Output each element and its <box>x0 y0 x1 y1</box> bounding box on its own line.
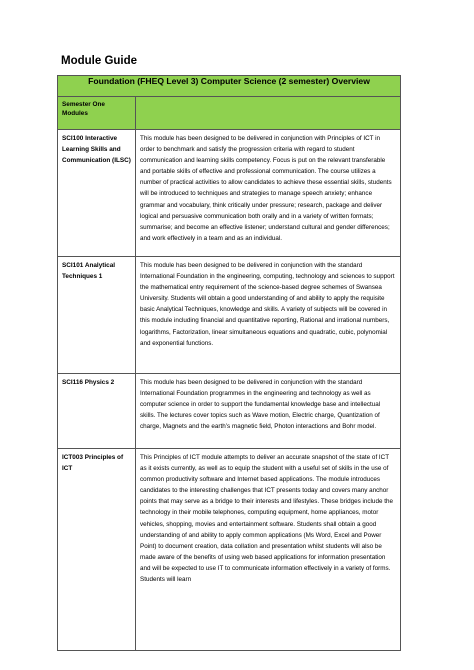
module-name: SCI100 Interactive Learning Skills and Communication (ILSC) <box>58 130 136 257</box>
table-row <box>58 449 401 651</box>
semester-label: Semester One Modules <box>58 97 136 130</box>
module-name: ICT003 Principles of ICT <box>58 449 136 651</box>
module-description: This module has been designed to be delivered in conjunction with the standard International Foundation in the engineering, computing, technology and sciences to support the mathematical entry requirement of the science-based degree schemes of Swansea University. Students will obtain a good understanding of and ability to apply the requisite basic Analytical Techniques, knowledge and skills. A variety of subjects will be covered in this module including financial and quantitative reporting, Rational and irrational numbers, logarithms, Factorization, linear simultaneous equations and quadratic, cubic, polynomial and exponential functions. <box>136 257 401 374</box>
table-row <box>58 374 401 449</box>
table-row <box>58 257 401 374</box>
module-overview-table <box>57 75 401 651</box>
module-name: SCI101 Analytical Techniques 1 <box>58 257 136 374</box>
table-header-banner: Foundation (FHEQ Level 3) Computer Science (2 semester) Overview <box>58 76 401 97</box>
module-name: SCI116 Physics 2 <box>58 374 136 449</box>
module-description: This module has been designed to be delivered in conjunction with the standard International Foundation programmes in the engineering and technology as well as computer science in order to support the fundamental knowledge base and intellectual skills. The lectures cover topics such as Wave motion, Electric charge, Quantization of charge, Magnets and the earth’s magnetic field, Photon interactions and Bohr model. <box>136 374 401 449</box>
semester-label-spacer <box>136 97 401 130</box>
table-row <box>58 130 401 257</box>
page-title: Module Guide <box>61 55 138 67</box>
module-description: This Principles of ICT module attempts to deliver an accurate snapshot of the state of ICT as it exists currently, as well as to equip the student with a useful set of skills in the use of common productivity software and Internet based applications. The module introduces candidates to the interesting challenges that ICT presents today and covers many anchor points that may serve as a bridge to their interests and lifestyles. These bridges include the technology in their mobile telephones, computing equipment, home appliances, motor vehicles, shopping, movies and entertainment software. Students shall obtain a good understanding of and ability to apply common applications (Ms Word, Excel and Power Point) to document creation, data collation and presentation whilst students will also be made aware of the benefits of using web based applications for information presentation and will be expected to use IT to communicate information effectively in a variety of forms. Students will learn <box>136 449 401 651</box>
module-description: This module has been designed to be delivered in conjunction with Principles of ICT in order to benchmark and satisfy the progression criteria with regard to student communication and learning skills competency. Focus is put on the relevant transferable and portable skills of effective and professional communication. The course utilizes a number of practical activities to allow candidates to achieve these essential skills, students will be introduced to techniques and strategies to manage speech anxiety; enhance grammar and vocabulary, think critically under pressure; research, package and deliver logical and persuasive communication both orally and in a variety of written formats; summarise; and become an effective listener; understand cultural and gender differences; and work effectively in a team and as an individual. <box>136 130 401 257</box>
